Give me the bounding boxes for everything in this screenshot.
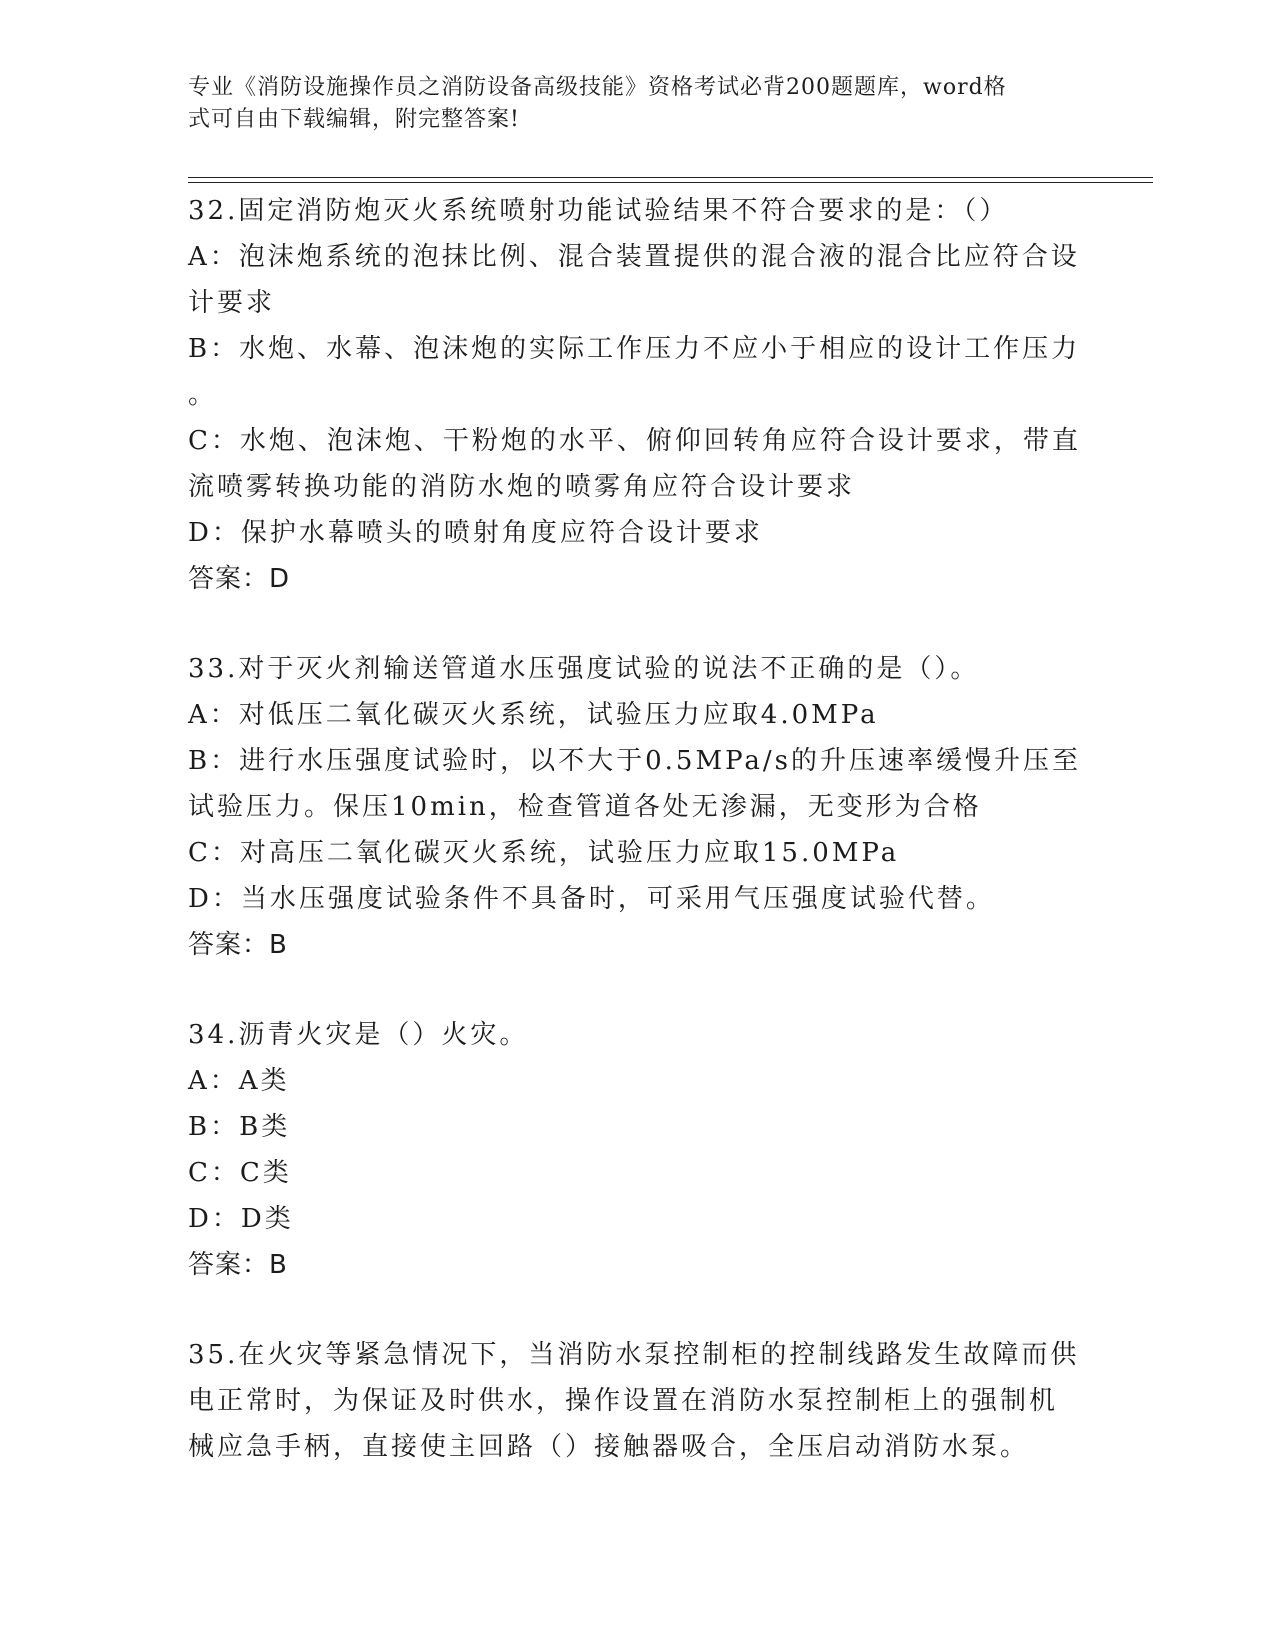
option-line: 。 <box>188 380 218 410</box>
document-header <box>188 72 1068 136</box>
header-line-1: 专业《消防设施操作员之消防设备高级技能》资格考试必背200题题库，word格 <box>188 75 1007 100</box>
spacer <box>188 1288 1088 1332</box>
question-stem: 34.沥青火灾是（）火灾。 <box>188 1020 529 1050</box>
option-line: 计要求 <box>188 288 276 318</box>
question-stem: 32.固定消防炮灭火系统喷射功能试验结果不符合要求的是：（） <box>188 196 1009 226</box>
option-line: 流喷雾转换功能的消防水炮的喷雾角应符合设计要求 <box>188 472 856 502</box>
answer-line: 答案：D <box>188 564 291 594</box>
question-stem: 35.在火灾等紧急情况下，当消防水泵控制柜的控制线路发生故障而供 <box>188 1340 1080 1370</box>
option-line: A：A类 <box>188 1066 290 1096</box>
question-stem: 33.对于灭火剂输送管道水压强度试验的说法不正确的是（）。 <box>188 654 980 684</box>
option-line: D：当水压强度试验条件不具备时，可采用气压强度试验代替。 <box>188 884 995 914</box>
answer-line: 答案：B <box>188 930 288 960</box>
option-line: 试验压力。保压10min，检查管道各处无渗漏，无变形为合格 <box>188 792 982 822</box>
option-line: B：进行水压强度试验时，以不大于0.5MPa/s的升压速率缓慢升压至 <box>188 746 1082 776</box>
question-32 <box>188 188 1088 602</box>
question-35 <box>188 1332 1088 1470</box>
option-line: C：对高压二氧化碳灭火系统，试验压力应取15.0MPa <box>188 838 900 868</box>
option-line: C：C类 <box>188 1158 292 1188</box>
question-33 <box>188 646 1088 968</box>
option-line: B：B类 <box>188 1112 291 1142</box>
header-divider-bottom <box>188 182 1153 183</box>
header-divider-top <box>188 177 1153 178</box>
spacer <box>188 968 1088 1012</box>
option-line: D：保护水幕喷头的喷射角度应符合设计要求 <box>188 518 763 548</box>
spacer <box>188 602 1088 646</box>
question-stem: 械应急手柄，直接使主回路（）接触器吸合，全压启动消防水泵。 <box>188 1432 1030 1462</box>
option-line: C：水炮、泡沫炮、干粉炮的水平、俯仰回转角应符合设计要求，带直 <box>188 426 1081 456</box>
question-stem: 电正常时，为保证及时供水，操作设置在消防水泵控制柜上的强制机 <box>188 1386 1059 1416</box>
option-line: D：D类 <box>188 1204 294 1234</box>
option-line: B：水炮、水幕、泡沫炮的实际工作压力不应小于相应的设计工作压力 <box>188 334 1081 364</box>
question-list <box>188 188 1088 1470</box>
header-line-2: 式可自由下载编辑，附完整答案! <box>188 107 520 132</box>
option-line: A：泡沫炮系统的泡抹比例、混合装置提供的混合液的混合比应符合设 <box>188 242 1080 272</box>
option-line: A：对低压二氧化碳灭火系统，试验压力应取4.0MPa <box>188 700 879 730</box>
answer-line: 答案：B <box>188 1250 288 1280</box>
question-34 <box>188 1012 1088 1288</box>
